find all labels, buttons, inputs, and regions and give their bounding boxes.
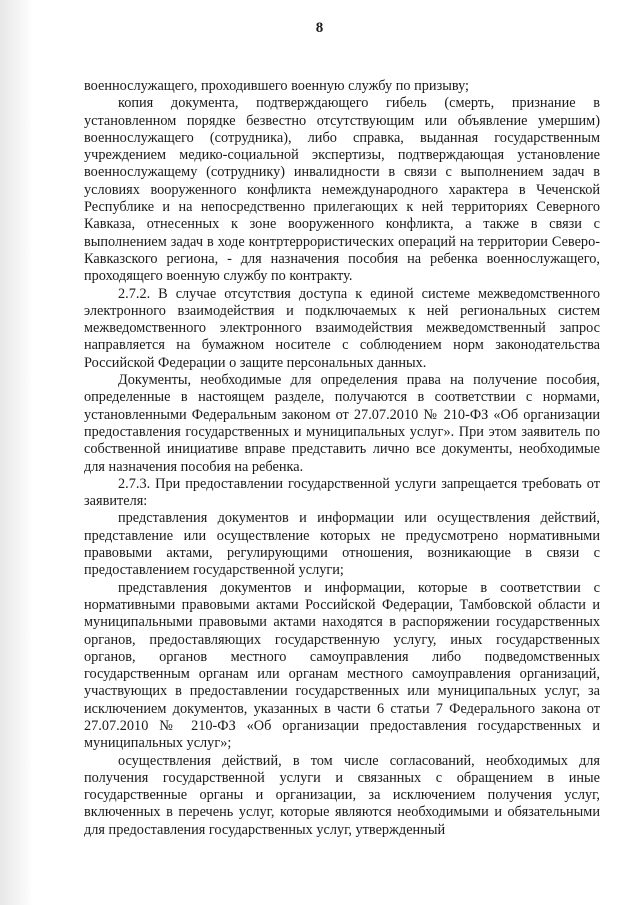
document-body xyxy=(84,78,600,839)
paragraph-continuation: военнослужащего, проходившего военную службу по призыву; xyxy=(84,78,470,94)
paragraph-prohibition-1: представления документов и информации или осуществления действий, представление или осуществление которых не предусмотрено нормативными правовыми актами, регулирующими отношения, возникающие в связи с предоставлением государственной услуги; xyxy=(84,510,600,579)
paragraph-prohibition-3: осуществления действий, в том числе согласований, необходимых для получения государственной услуги и связанных с обращением в иные государственные органы и организации, за исключением получения услуг, включенных в перечень услуг, которые являются необходимыми и обязательными для предоставления государственных услуг, утвержденный xyxy=(84,752,600,838)
paragraph-death-certificate-copy: копия документа, подтверждающего гибель (смерть, признание в установленном порядке безвестно отсутствующим или объявление умершим) военнослужащего (сотрудника), либо справка, выданная государственным учреждением медико-социальной экспертизы, подтверждающая установление военнослужащему (сотруднику) инвалидности в связи с выполнением задач в условиях вооруженного конфликта немеждународного характера в Чеченской Республике и на непосредственно прилегающих к ней территориях Северного Кавказа, отнесенных к зоне вооруженного конфликта, а также в связи с выполнением задач в ходе контртеррористических операций на территории Северо-Кавказского региона, - для назначения пособия на ребенка военнослужащего, проходящего военную службу по контракту. xyxy=(84,95,600,285)
paragraph-2-7-3: 2.7.3. При предоставлении государственной услуги запрещается требовать от заявителя: xyxy=(84,475,600,510)
page-number: 8 xyxy=(315,20,324,36)
paragraph-documents-rights: Документы, необходимые для определения права на получение пособия, определенные в настоящем разделе, получаются в соответствии с нормами, установленными Федеральным законом от 27.07.2010 № 210-ФЗ «Об организации предоставления государственных и муниципальных услуг». При этом заявитель по собственной инициативе вправе представить лично все документы, необходимые для назначения пособия на ребенка. xyxy=(84,372,600,475)
scan-edge-shadow xyxy=(0,0,48,905)
paragraph-2-7-2: 2.7.2. В случае отсутствия доступа к единой системе межведомственного электронного взаимодействия и подключаемых к ней региональных систем межведомственного электронного взаимодействия межведомственный запрос направляется на бумажном носителе с соблюдением норм законодательства Российской Федерации о защите персональных данных. xyxy=(84,285,600,371)
paragraph-prohibition-2: представления документов и информации, которые в соответствии с нормативными правовыми актами Российской Федерации, Тамбовской области и муниципальными правовыми актами находятся в распоряжении государственных органов, предоставляющих государственную услугу, иных государственных органов, органов местного самоуправления либо подведомственных государственным органам или органам местного самоуправления организаций, участвующих в предоставлении государственных или муниципальных услуг, за исключением документов, указанных в части 6 статьи 7 Федерального закона от 27.07.2010 № 210-ФЗ «Об организации предоставления государственных и муниципальных услуг»; xyxy=(84,579,600,752)
